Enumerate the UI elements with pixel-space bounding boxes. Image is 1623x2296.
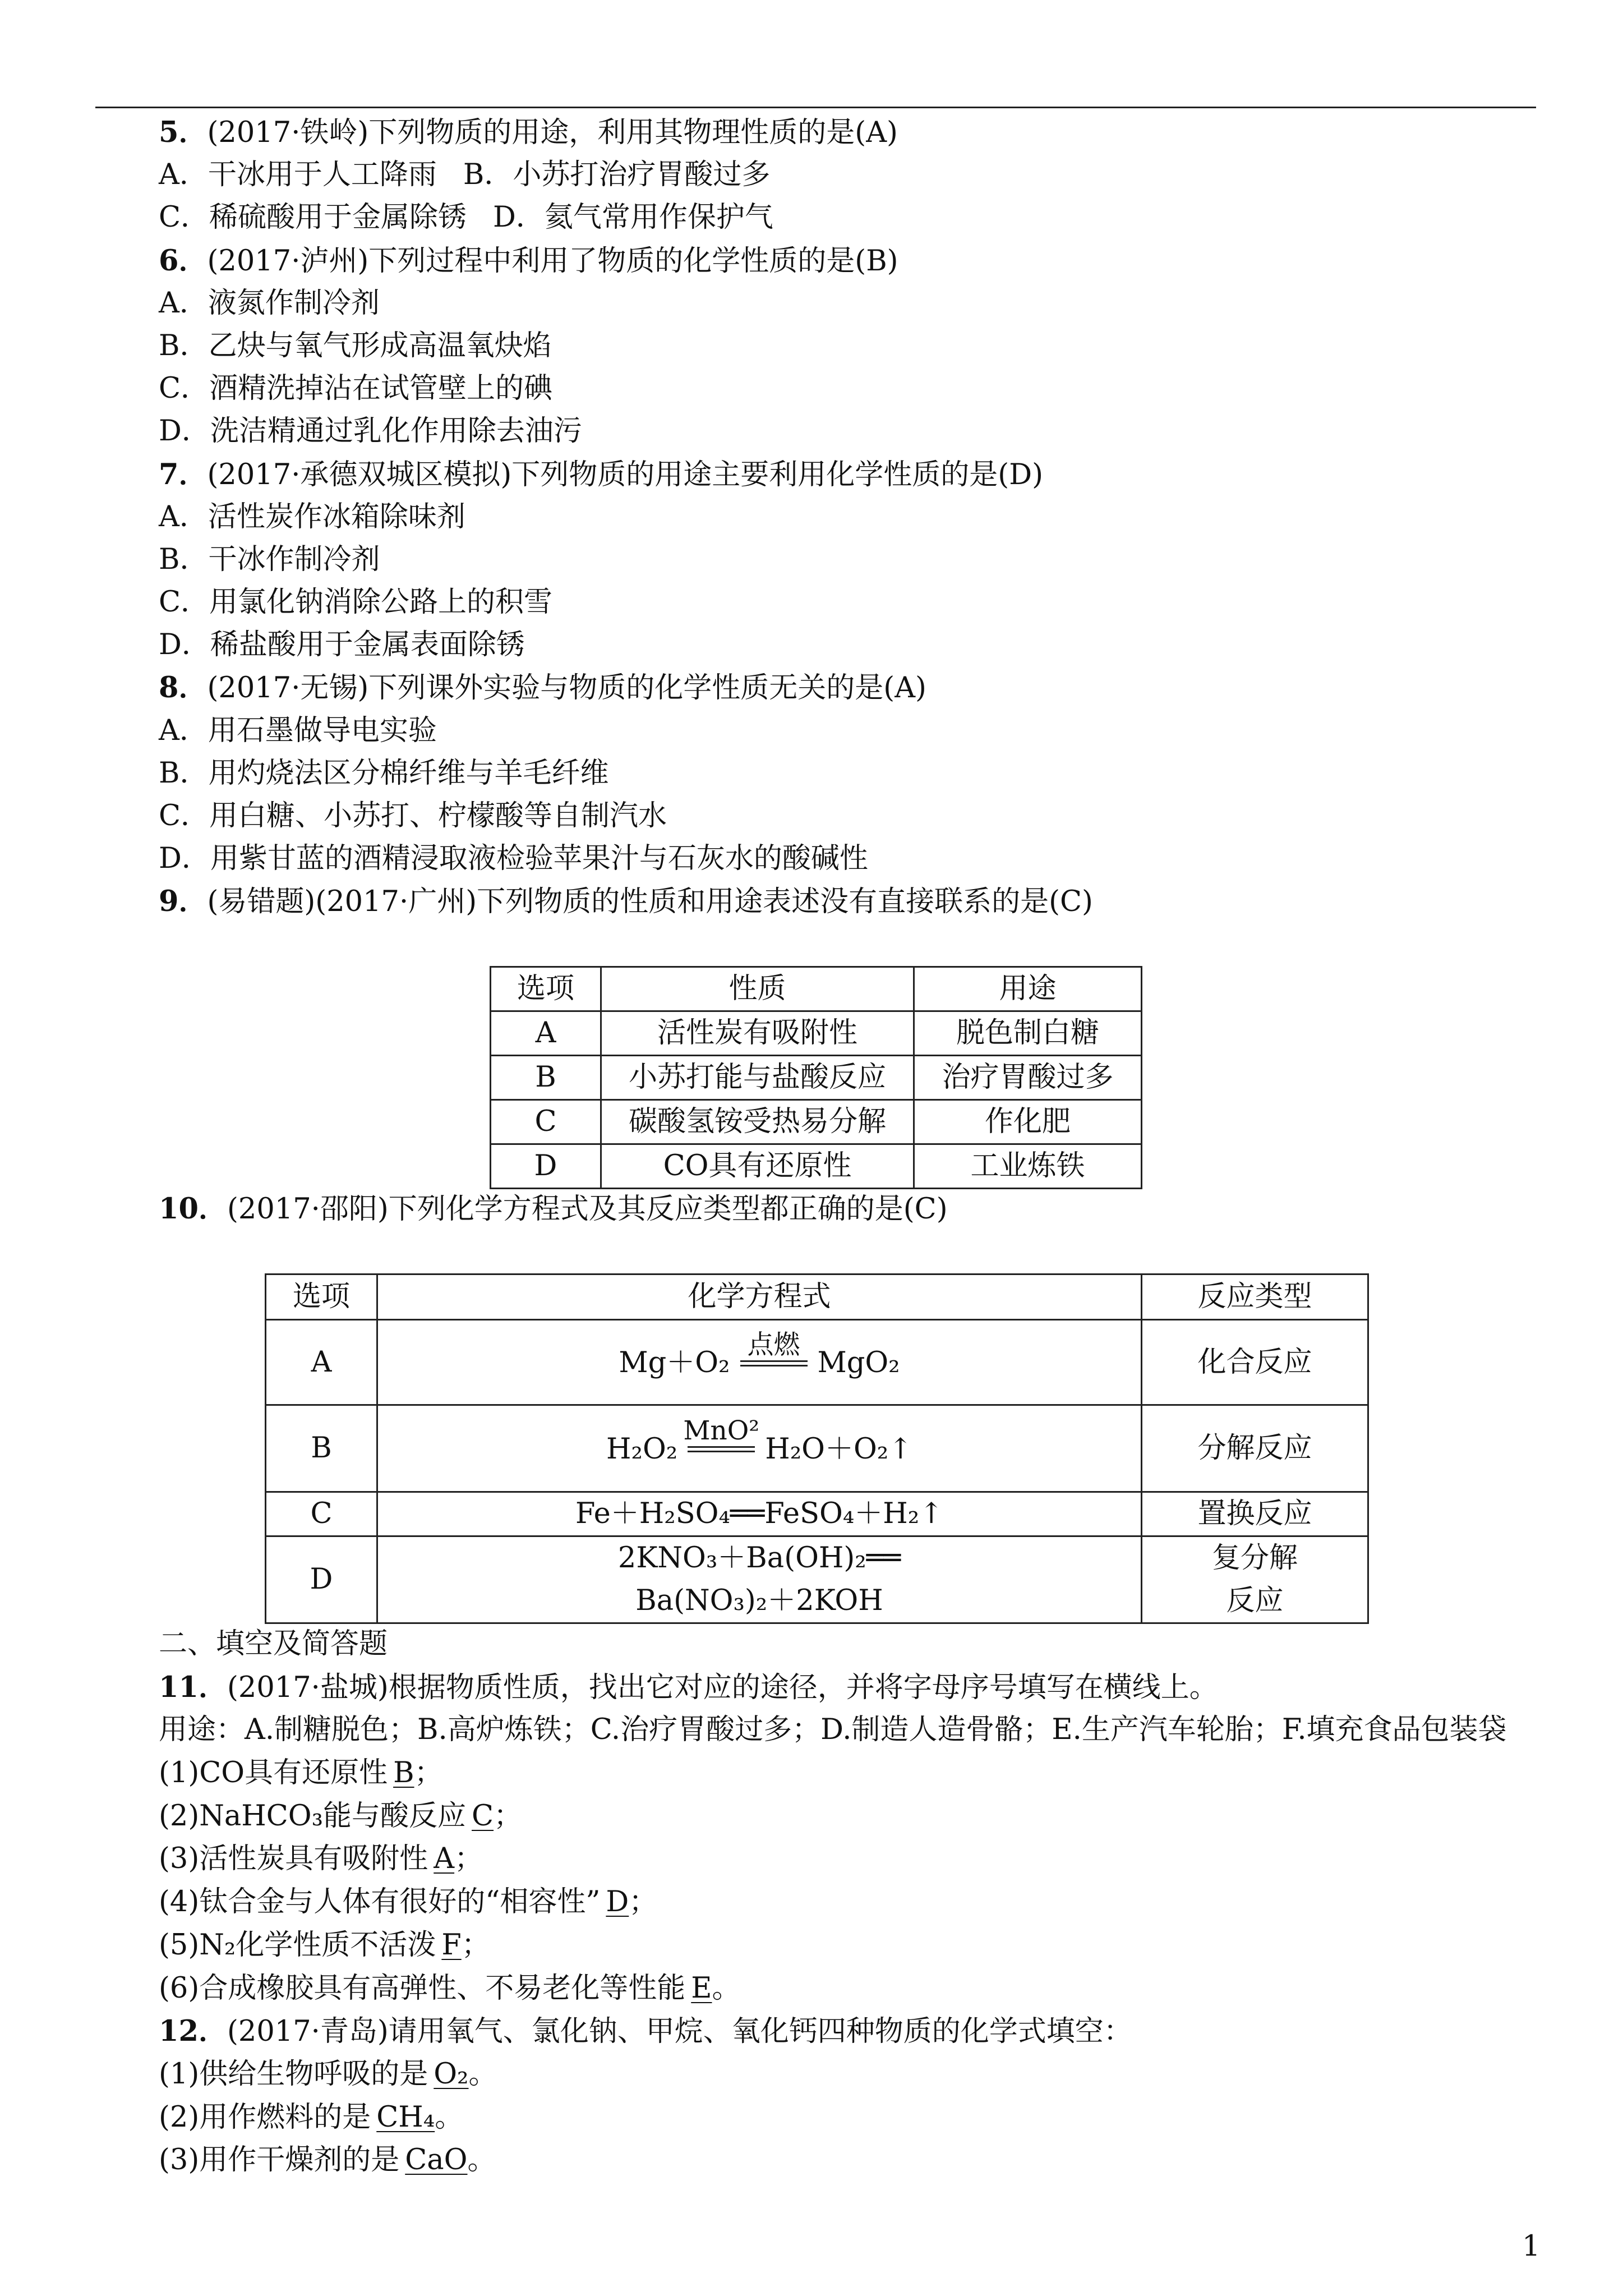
item-end: 。	[468, 2057, 497, 2091]
item-text: (2)NaHCO₃能与酸反应	[159, 1799, 467, 1833]
question-7-stem	[159, 453, 1093, 496]
equation-products: MgO₂	[817, 1346, 900, 1379]
option-a: A．活性炭作冰箱除味剂	[159, 500, 465, 533]
question-text: (易错题)(2017·广州)下列物质的性质和用途表述没有直接联系的是(C)	[207, 885, 1093, 919]
question-5-stem	[159, 111, 1093, 154]
filled-answer: B	[393, 1756, 414, 1790]
reaction-type-line-2: 反应	[1226, 1584, 1284, 1617]
cell-reaction-type: 置换反应	[1142, 1492, 1368, 1536]
option-d: D．洗洁精通过乳化作用除去油污	[159, 415, 582, 448]
cell-equation	[377, 1536, 1142, 1623]
question-11-uses: 用途：A.制糖脱色；B.高炉炼铁；C.治疗胃酸过多；D.制造人造骨骼；E.生产汽车轮胎；F.填充食品包装袋	[159, 1713, 1507, 1747]
header-property: 性质	[601, 967, 914, 1011]
cell-option: C	[266, 1492, 377, 1536]
table-row	[491, 1056, 1142, 1100]
question-number: 12．	[159, 2014, 227, 2049]
cell-property: 小苏打能与盐酸反应	[601, 1056, 914, 1100]
question-11-stem	[159, 1666, 1507, 1709]
item-end: ；	[414, 1756, 443, 1790]
question-5-options-row-2	[159, 196, 1093, 239]
question-10-stem	[159, 1188, 948, 1230]
table-row	[491, 1144, 1142, 1189]
reaction-condition: MnO²	[683, 1415, 760, 1446]
section-heading: 二、填空及简答题	[159, 1627, 388, 1660]
table-row	[266, 1320, 1368, 1405]
question-number: 9．	[159, 885, 208, 919]
equation-line-1: 2KNO₃＋Ba(OH)₂══	[617, 1542, 901, 1575]
question-text: (2017·无锡)下列课外实验与物质的化学性质无关的是(A)	[207, 671, 926, 705]
question-11-item-6	[159, 1967, 1507, 2010]
cell-option: C	[491, 1100, 601, 1144]
filled-answer: F	[441, 1928, 462, 1962]
table-header-row	[491, 967, 1142, 1011]
table-row	[266, 1536, 1368, 1623]
question-number: 11．	[159, 1670, 227, 1704]
item-text: (1)供给生物呼吸的是	[159, 2057, 428, 2091]
item-end: 。	[467, 2143, 496, 2177]
question-12-item-1	[159, 2053, 1507, 2096]
option-a: A．液氮作制冷剂	[159, 286, 380, 320]
cell-option: D	[266, 1536, 377, 1623]
item-text: (4)钛合金与人体有很好的“相容性”	[159, 1885, 601, 1919]
chemical-equation	[619, 1329, 900, 1384]
question-10	[159, 1188, 948, 1230]
equation-reactants: H₂O₂	[606, 1432, 678, 1466]
filled-answer: C	[472, 1799, 494, 1833]
table-row	[266, 1492, 1368, 1536]
cell-reaction-type: 分解反应	[1142, 1405, 1368, 1492]
header-reaction-type: 反应类型	[1142, 1274, 1368, 1320]
double-line-equals	[683, 1415, 760, 1452]
option-a: A．用石墨做导电实验	[159, 714, 437, 747]
item-end: ；	[461, 1928, 490, 1962]
option-b: B．用灼烧法区分棉纤维与羊毛纤维	[159, 756, 609, 790]
question-9-stem	[159, 880, 1093, 923]
cell-equation	[377, 1405, 1142, 1492]
equation-line-2: Ba(NO₃)₂＋2KOH	[635, 1584, 883, 1617]
filled-answer: O₂	[434, 2057, 469, 2091]
cell-option: A	[491, 1011, 601, 1056]
option-c: C．酒精洗掉沾在试管壁上的碘	[159, 372, 553, 406]
filled-answer: CaO	[405, 2143, 468, 2177]
question-number: 10．	[159, 1192, 227, 1226]
item-text: (2)用作燃料的是	[159, 2100, 371, 2134]
question-number: 7．	[159, 457, 208, 491]
item-text: (3)用作干燥剂的是	[159, 2143, 400, 2177]
option-c: C．用白糖、小苏打、柠檬酸等自制汽水	[159, 799, 667, 832]
filled-answer: D	[606, 1885, 629, 1919]
question-text: (2017·邵阳)下列化学方程式及其反应类型都正确的是(C)	[227, 1193, 948, 1226]
item-end: 。	[712, 1971, 741, 2005]
cell-use: 作化肥	[914, 1100, 1142, 1144]
question-number: 8．	[159, 671, 208, 705]
cell-option: A	[266, 1320, 377, 1405]
questions-5-to-9	[159, 111, 1093, 923]
question-text: (2017·盐城)根据物质性质，找出它对应的途径，并将字母序号填写在横线上。	[227, 1671, 1218, 1704]
question-number: 6．	[159, 243, 208, 278]
header-option: 选项	[491, 967, 601, 1011]
question-8-stem	[159, 666, 1093, 709]
item-text: (6)合成橡胶具有高弹性、不易老化等性能	[159, 1971, 686, 2005]
cell-use: 治疗胃酸过多	[914, 1056, 1142, 1100]
question-11-item-4	[159, 1881, 1507, 1924]
filled-answer: CH₄	[376, 2100, 435, 2134]
item-end: ；	[454, 1842, 483, 1876]
header-rule	[95, 107, 1536, 108]
cell-equation	[377, 1320, 1142, 1405]
question-number: 5．	[159, 116, 208, 149]
item-end: ；	[494, 1799, 523, 1833]
cell-option: B	[491, 1056, 601, 1100]
equation-table	[265, 1273, 1369, 1624]
question-6-stem	[159, 240, 1093, 282]
question-11-item-5	[159, 1924, 1507, 1967]
equation-reactants: Mg＋O₂	[619, 1346, 730, 1379]
filled-answer: E	[691, 1971, 712, 2005]
option-d: D．用紫甘蓝的酒精浸取液检验苹果汁与石灰水的酸碱性	[159, 842, 868, 876]
table-row	[266, 1405, 1368, 1492]
item-text: (5)N₂化学性质不活泼	[159, 1928, 436, 1962]
item-end: 。	[435, 2100, 464, 2134]
question-5-options-row-1	[159, 154, 1093, 196]
property-use-table	[490, 966, 1142, 1189]
cell-use: 工业炼铁	[914, 1144, 1142, 1189]
table-row	[491, 1100, 1142, 1144]
item-text: (1)CO具有还原性	[159, 1756, 388, 1790]
cell-property: 碳酸氢铵受热易分解	[601, 1100, 914, 1144]
option-a: A．干冰用于人工降雨	[159, 158, 437, 192]
option-b: B．乙炔与氧气形成高温氧炔焰	[159, 329, 552, 362]
option-d: D．稀盐酸用于金属表面除锈	[159, 628, 525, 662]
cell-reaction-type	[1142, 1536, 1368, 1623]
table-row	[491, 1011, 1142, 1056]
header-use: 用途	[914, 967, 1142, 1011]
table-header-row	[266, 1274, 1368, 1320]
question-11-item-2	[159, 1795, 1507, 1838]
equation-products: H₂O＋O₂↑	[765, 1432, 912, 1466]
cell-property: CO具有还原性	[601, 1144, 914, 1189]
option-b: B．小苏打治疗胃酸过多	[463, 158, 771, 192]
filled-answer: A	[434, 1842, 455, 1876]
header-equation: 化学方程式	[377, 1274, 1142, 1320]
item-text: (3)活性炭具有吸附性	[159, 1842, 428, 1876]
question-12-item-3	[159, 2139, 1507, 2182]
option-d: D．氦气常用作保护气	[493, 201, 773, 234]
item-end: ；	[629, 1885, 658, 1919]
question-text: (2017·青岛)请用氧气、氯化钠、甲烷、氧化钙四种物质的化学式填空：	[227, 2015, 1132, 2049]
option-c: C．稀硫酸用于金属除锈	[159, 201, 467, 234]
cell-equation: Fe＋H₂SO₄══FeSO₄＋H₂↑	[377, 1492, 1142, 1536]
double-line-equals	[740, 1329, 808, 1366]
cell-option: D	[491, 1144, 601, 1189]
question-11-item-1	[159, 1752, 1507, 1795]
header-option: 选项	[266, 1274, 377, 1320]
option-b: B．干冰作制冷剂	[159, 542, 380, 576]
cell-option: B	[266, 1405, 377, 1492]
question-12-stem	[159, 2010, 1507, 2053]
question-text: (2017·承德双城区模拟)下列物质的用途主要利用化学性质的是(D)	[207, 458, 1043, 491]
cell-property: 活性炭有吸附性	[601, 1011, 914, 1056]
question-text: (2017·泸州)下列过程中利用了物质的化学性质的是(B)	[207, 244, 898, 278]
question-12-item-2	[159, 2096, 1507, 2139]
cell-use: 脱色制白糖	[914, 1011, 1142, 1056]
question-text: (2017·铁岭)下列物质的用途，利用其物理性质的是(A)	[207, 116, 898, 149]
section-fill-in	[159, 1623, 1507, 2182]
question-11-item-3	[159, 1838, 1507, 1881]
reaction-type-line-1: 复分解	[1211, 1542, 1298, 1575]
chemical-equation	[606, 1415, 912, 1471]
reaction-condition: 点燃	[747, 1329, 800, 1360]
cell-reaction-type: 化合反应	[1142, 1320, 1368, 1405]
option-c: C．用氯化钠消除公路上的积雪	[159, 586, 553, 619]
page-number: 1	[1522, 2230, 1541, 2263]
